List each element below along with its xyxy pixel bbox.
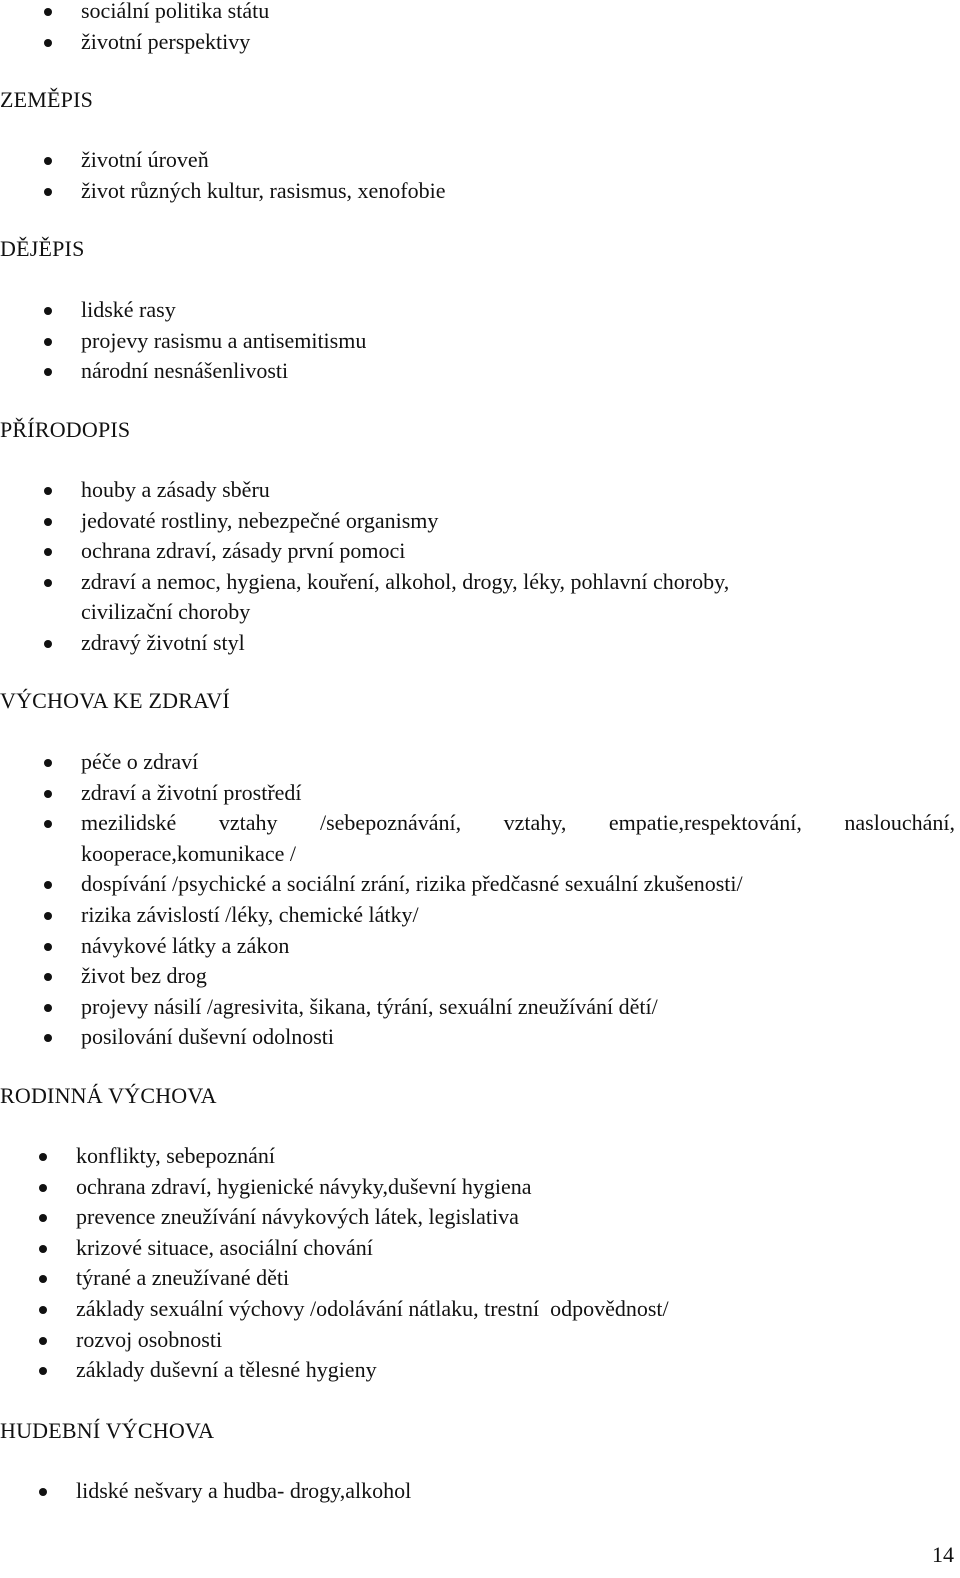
list-item: houby a zásady sběru <box>0 475 760 506</box>
section-heading-zemepis: ZEMĚPIS <box>0 87 94 112</box>
bullet-icon <box>39 1184 47 1192</box>
list-item: lidské rasy <box>0 295 955 326</box>
bullet-icon <box>39 1367 47 1375</box>
bullet-icon <box>39 1337 47 1345</box>
list-item: konflikty, sebepoznání <box>0 1141 955 1172</box>
list-item: základy sexuální výchovy /odolávání nátlaku, trestní odpovědnost/ <box>0 1294 955 1325</box>
section-list-prirodopis <box>0 475 760 659</box>
list-item: základy duševní a tělesné hygieny <box>0 1355 955 1386</box>
intro-list <box>0 0 955 57</box>
list-item: posilování duševní odolnosti <box>0 1022 955 1053</box>
bullet-icon <box>44 518 52 526</box>
section-heading-rodinna-vychova: RODINNÁ VÝCHOVA <box>0 1083 217 1108</box>
list-item: ochrana zdraví, zásady první pomoci <box>0 536 760 567</box>
bullet-icon <box>44 640 52 648</box>
list-item: životní perspektivy <box>0 27 955 58</box>
list-item: jedovaté rostliny, nebezpečné organismy <box>0 506 760 537</box>
list-item: mezilidské vztahy /sebepoznávání, vztahy, empatie,respektování, naslouchání, kooperace,komunikace / <box>0 808 955 869</box>
bullet-icon <box>44 973 52 981</box>
bullet-icon <box>39 1214 47 1222</box>
section-heading-prirodopis: PŘÍRODOPIS <box>0 417 131 442</box>
list-item: projevy rasismu a antisemitismu <box>0 326 955 357</box>
list-item: návykové látky a zákon <box>0 931 955 962</box>
bullet-icon <box>39 1488 47 1496</box>
bullet-icon <box>39 1153 47 1161</box>
list-item: ochrana zdraví, hygienické návyky,duševní hygiena <box>0 1172 955 1203</box>
bullet-icon <box>44 759 52 767</box>
bullet-icon <box>44 39 52 47</box>
list-item: rizika závislostí /léky, chemické látky/ <box>0 900 955 931</box>
list-item: týrané a zneužívané děti <box>0 1263 955 1294</box>
list-item: život různých kultur, rasismus, xenofobie <box>0 176 955 207</box>
bullet-icon <box>44 307 52 315</box>
list-item: péče o zdraví <box>0 747 955 778</box>
list-item: zdraví a nemoc, hygiena, kouření, alkohol, drogy, léky, pohlavní choroby, civilizační choroby <box>0 567 760 628</box>
bullet-icon <box>44 157 52 165</box>
section-list-hudebni-vychova <box>0 1476 955 1507</box>
bullet-icon <box>44 820 52 828</box>
list-item: projevy násilí /agresivita, šikana, týrání, sexuální zneužívání dětí/ <box>0 992 955 1023</box>
section-list-rodinna-vychova <box>0 1141 955 1386</box>
list-item: zdraví a životní prostředí <box>0 778 955 809</box>
section-list-zemepis <box>0 145 955 206</box>
list-item: rozvoj osobnosti <box>0 1325 955 1356</box>
bullet-icon <box>44 1034 52 1042</box>
bullet-icon <box>39 1306 47 1314</box>
section-list-dejepis <box>0 295 955 387</box>
section-heading-vychova-ke-zdravi: VÝCHOVA KE ZDRAVÍ <box>0 688 230 713</box>
bullet-icon <box>44 881 52 889</box>
list-item: dospívání /psychické a sociální zrání, rizika předčasné sexuální zkušenosti/ <box>0 869 955 900</box>
list-item: životní úroveň <box>0 145 955 176</box>
bullet-icon <box>44 548 52 556</box>
bullet-icon <box>44 338 52 346</box>
bullet-icon <box>44 912 52 920</box>
section-list-vychova-ke-zdravi <box>0 747 955 1053</box>
list-item: život bez drog <box>0 961 955 992</box>
bullet-icon <box>44 579 52 587</box>
bullet-icon <box>44 790 52 798</box>
bullet-icon <box>44 8 52 16</box>
bullet-icon <box>39 1275 47 1283</box>
list-item: sociální politika státu <box>0 0 955 27</box>
bullet-icon <box>44 368 52 376</box>
page-number: 14 <box>932 1542 954 1567</box>
list-item: prevence zneužívání návykových látek, legislativa <box>0 1202 955 1233</box>
bullet-icon <box>39 1245 47 1253</box>
section-heading-dejepis: DĚJĚPIS <box>0 236 85 261</box>
section-heading-hudebni-vychova: HUDEBNÍ VÝCHOVA <box>0 1418 215 1443</box>
bullet-icon <box>44 943 52 951</box>
list-item: národní nesnášenlivosti <box>0 356 955 387</box>
list-item: krizové situace, asociální chování <box>0 1233 955 1264</box>
list-item: lidské nešvary a hudba- drogy,alkohol <box>0 1476 955 1507</box>
bullet-icon <box>44 487 52 495</box>
list-item: zdravý životní styl <box>0 628 760 659</box>
bullet-icon <box>44 1004 52 1012</box>
bullet-icon <box>44 188 52 196</box>
